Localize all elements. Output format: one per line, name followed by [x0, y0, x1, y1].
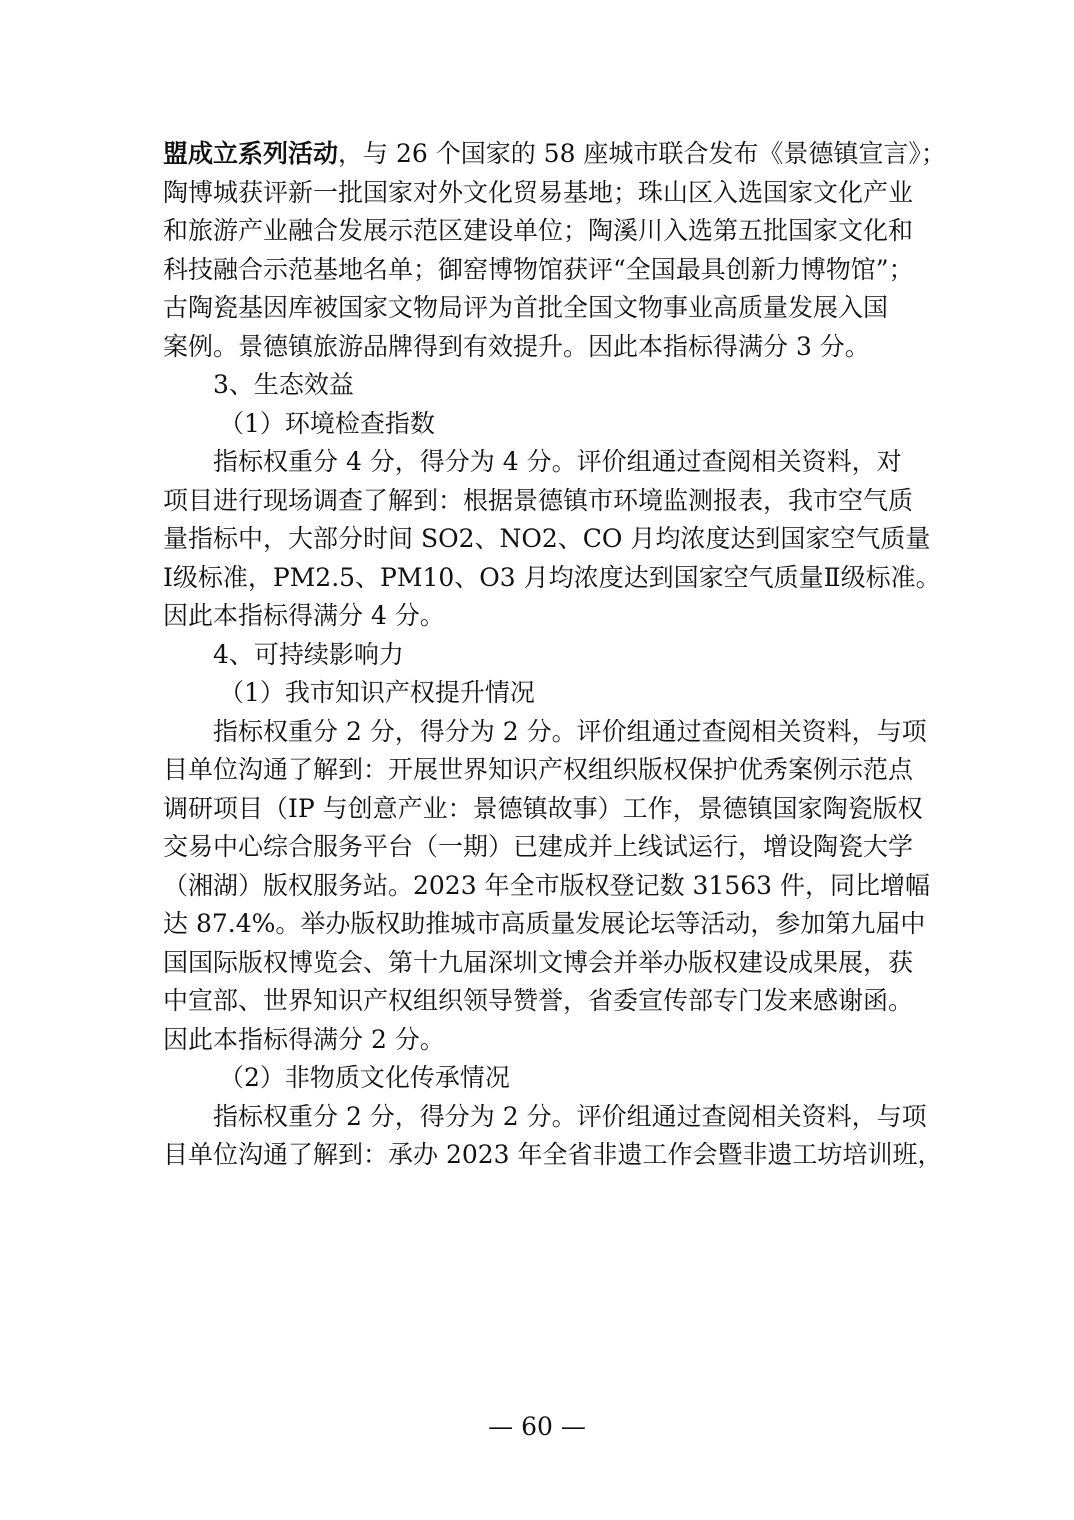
text-line — [163, 328, 915, 367]
text-line — [163, 251, 915, 290]
text-line — [163, 1021, 915, 1060]
text-line — [163, 1098, 927, 1137]
text-line — [163, 135, 946, 174]
text-line — [163, 751, 915, 790]
text-line — [163, 674, 915, 713]
text-line — [163, 366, 915, 405]
text-line — [163, 1136, 943, 1175]
text-line — [163, 597, 915, 636]
line-text: 指标权重分 2 分，得分为 2 分。评价组通过查阅相关资料，与项 — [213, 1101, 927, 1131]
line-text: （1）我市知识产权提升情况 — [219, 678, 535, 707]
line-text: 国国际版权博览会、第十九届深圳文博会并举办版权建设成果展，获 — [163, 947, 914, 977]
line-text: 因此本指标得满分 2 分。 — [163, 1024, 445, 1054]
line-text: 调研项目（IP 与创意产业：景德镇故事）工作，景德镇国家陶瓷版权 — [163, 793, 923, 823]
line-text: Ⅰ级标准，PM2.5、PM10、O3 月均浓度达到国家空气质量Ⅱ级标准。 — [163, 562, 941, 592]
line-text: （1）环境检查指数 — [219, 408, 435, 438]
line-text: 交易中心综合服务平台（一期）已建成并上线试运行，增设陶瓷大学 — [163, 832, 914, 861]
text-line — [163, 982, 915, 1021]
line-text: 中宣部、世界知识产权组织领导赞誉，省委宣传部专门发来感谢函。 — [163, 986, 914, 1015]
text-line — [163, 289, 915, 328]
text-line — [163, 405, 915, 444]
line-text: 指标权重分 2 分，得分为 2 分。评价组通过查阅相关资料，与项 — [213, 716, 927, 746]
line-text: 案例。景德镇旅游品牌得到有效提升。因此本指标得满分 3 分。 — [163, 331, 870, 361]
text-line — [163, 867, 930, 906]
line-text: （2）非物质文化传承情况 — [219, 1063, 510, 1092]
text-line — [163, 482, 915, 521]
line-text: 和旅游产业融合发展示范区建设单位；陶溪川入选第五批国家文化和 — [163, 216, 914, 245]
bold-phrase: 盟成立系列活动 — [163, 139, 339, 168]
text-line — [163, 713, 927, 752]
text-line — [163, 443, 915, 482]
line-text: （湘湖）版权服务站。2023 年全市版权登记数 31563 件，同比增幅 — [163, 870, 930, 900]
text-line — [163, 905, 926, 944]
text-block — [163, 135, 946, 1175]
line-text: 指标权重分 4 分，得分为 4 分。评价组通过查阅相关资料，对 — [213, 447, 902, 476]
line-text: 陶博城获评新一批国家对外文化贸易基地；珠山区入选国家文化产业 — [163, 177, 914, 207]
document-body — [163, 135, 946, 1175]
line-text: 目单位沟通了解到：承办 2023 年全省非遗工作会暨非遗工坊培训班， — [163, 1140, 943, 1169]
text-line — [163, 828, 915, 867]
text-line — [163, 559, 941, 598]
line-text: 3、生态效益 — [213, 370, 354, 399]
line-text: 目单位沟通了解到：开展世界知识产权组织版权保护优秀案例示范点 — [163, 755, 914, 784]
line-text: 因此本指标得满分 4 分。 — [163, 601, 445, 630]
line-text: 科技融合示范基地名单；御窑博物馆获评“全国最具创新力博物馆”； — [163, 254, 914, 284]
line-text: 达 87.4%。举办版权助推城市高质量发展论坛等活动，参加第九届中 — [163, 909, 926, 938]
text-line — [163, 174, 915, 213]
text-line — [163, 944, 915, 983]
text-line — [163, 520, 931, 559]
text-line — [163, 636, 915, 675]
line-text: 古陶瓷基因库被国家文物局评为首批全国文物事业高质量发展入国 — [163, 293, 889, 322]
text-line — [163, 790, 923, 829]
page-number: — 60 — — [488, 1412, 586, 1441]
line-text: 量指标中，大部分时间 SO2、NO2、CO 月均浓度达到国家空气质量 — [163, 524, 931, 553]
text-line — [163, 1059, 915, 1098]
line-text: 4、可持续影响力 — [213, 639, 404, 669]
line-text: ，与 26 个国家的 58 座城市联合发布《景德镇宣言》； — [338, 139, 946, 168]
line-text: 项目进行现场调查了解到：根据景德镇市环境监测报表，我市空气质 — [163, 485, 914, 515]
text-line — [163, 212, 915, 251]
